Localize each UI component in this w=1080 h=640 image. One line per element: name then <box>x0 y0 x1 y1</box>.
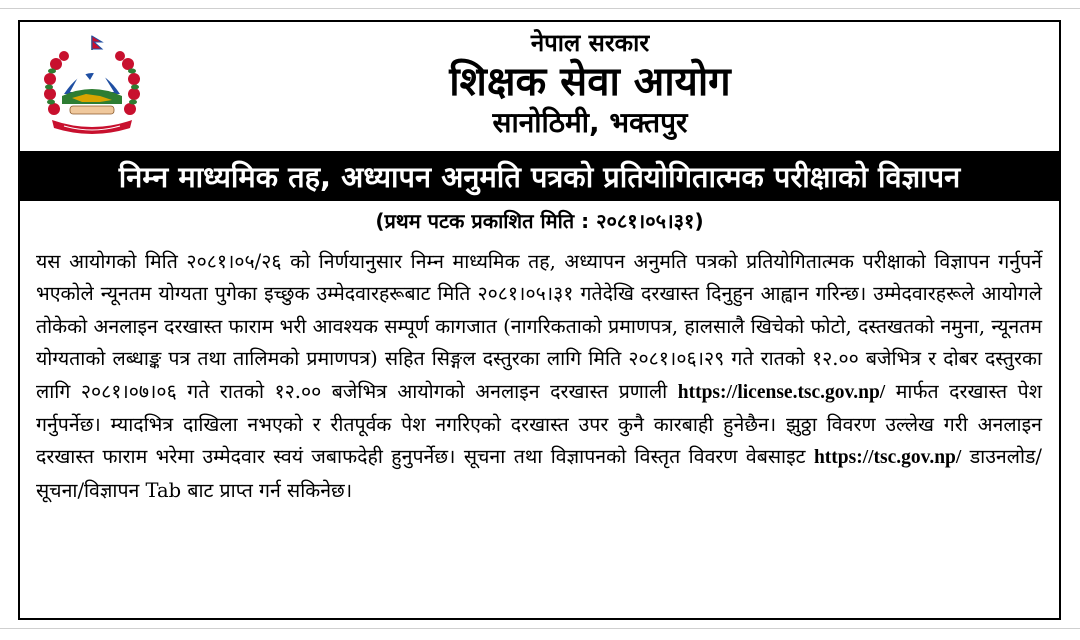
top-divider <box>0 8 1080 9</box>
header <box>140 28 1040 140</box>
body-text-part-3: डाउनलोड/सूचना/विज्ञापन Tab बाट प्राप्त गर्न सकिनेछ। <box>36 445 1042 502</box>
bottom-divider <box>0 628 1080 629</box>
notice-document <box>18 20 1061 620</box>
notice-title: निम्न माध्यमिक तह, अध्यापन अनुमति पत्रको प्रतियोगितात्मक परीक्षाको विज्ञापन <box>118 159 961 194</box>
tsc-website-link[interactable]: https://tsc.gov.np/ <box>813 447 962 469</box>
notice-body <box>36 246 1042 507</box>
body-text-part-2: मार्फत दरखास्त पेश गर्नुपर्नेछ। म्यादभित्र दाखिला नभएको र रीतपूर्वक पेश नगरिएको दरखास्त उपर कुनै कारबाही हुनेछैन। झुठ्ठा विवरण उल्लेख गरी अनलाइन दरखास्त फाराम भरेमा उम्मेदवार स्वयं जबाफदेही हुनुपर्नेछ। सूचना तथा विज्ञापनको विस्तृत विवरण वेबसाइट <box>36 379 1042 469</box>
license-portal-link[interactable]: https://license.tsc.gov.np/ <box>677 381 886 403</box>
government-name: नेपाल सरकार <box>530 29 650 57</box>
body-text-part-1: यस आयोगको मिति २०८१।०५/२६ को निर्णयानुसार निम्न माध्यमिक तह, अध्यापन अनुमति पत्रको प्रतियोगितात्मक परीक्षाको विज्ञापन गर्नुपर्ने भएकोले न्यूनतम योग्यता पुगेका इच्छुक उम्मेदवारहरूबाट मिति २०८१।०५।३१ गतेदेखि दरखास्त दिनुहुन आह्वान गरिन्छ। उम्मेदवारहरूले आयोगले तोकेको अनलाइन दरखास्त फाराम भरी आवश्यक सम्पूर्ण कागजात (नागरिकताको प्रमाणपत्र, हालसालै खिचेको फोटो, दस्तखतको नमुना, न्यूनतम योग्यताको लब्धाङ्क पत्र तथा तालिमको प्रमाणपत्र) सहित सिङ्गल दस्तुरका लागि मिति २०८१।०६।२९ गते रातको १२.०० बजेभित्र र दोबर दस्तुरका लागि २०८१।०७।०६ गते रातको १२.०० बजेभित्र आयोगको अनलाइन दरखास्त प्रणाली <box>36 250 1042 403</box>
organization-location: सानोठिमी, भक्तपुर <box>492 106 688 139</box>
organization-name: शिक्षक सेवा आयोग <box>449 59 731 105</box>
publication-date: (प्रथम पटक प्रकाशित मिति : २०८१।०५।३१) <box>375 209 704 233</box>
nepal-government-emblem-icon <box>42 34 142 144</box>
title-banner <box>20 151 1059 201</box>
